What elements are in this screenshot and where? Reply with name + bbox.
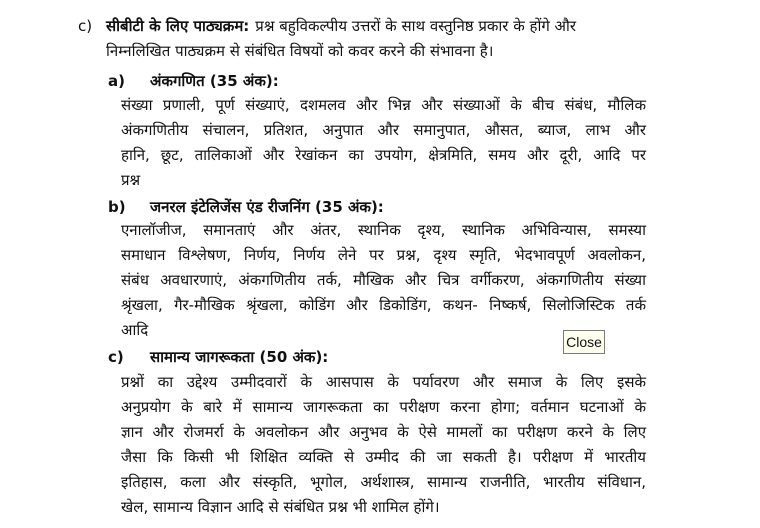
section-intro-line2: निम्नलिखित पाठ्यक्रम से संबंधित विषयों को कवर करने की संभावना है। xyxy=(106,42,494,60)
section-title: सीबीटी के लिए पाठ्यक्रम: xyxy=(106,17,250,35)
subsection-a-line-3: हानि, छूट, तालिकाओं और रेखांकन का उपयोग, क्षेत्रमिति, समय और दूरी, आदि पर xyxy=(121,146,646,164)
subsection-b-heading: जनरल इंटेलिजेंस एंड रीजनिंग (35 अंक): xyxy=(150,198,384,216)
subsection-b-line-2: समाधान विश्लेषण, निर्णय, निर्णय लेने पर प्रश्न, दृश्य स्मृति, भेदभावपूर्ण अवलोकन, xyxy=(121,246,646,264)
section-intro-row xyxy=(106,16,650,36)
section-intro-line1: प्रश्न बहुविकल्पीय उत्तरों के साथ वस्तुनिष्ठ प्रकार के होंगे और xyxy=(255,17,577,35)
section-marker: c) xyxy=(78,17,93,35)
subsection-b-line-5: आदि xyxy=(121,321,149,339)
subsection-b-line-1: एनालॉजीज, समानताएं और अंतर, स्थानिक दृश्य, स्थानिक अभिविन्यास, समस्या xyxy=(121,221,646,239)
subsection-b-line-4: श्रृंखला, गैर-मौखिक श्रृंखला, कोडिंग और डिकोडिंग, कथन- निष्कर्ष, सिलोजिस्टिक तर्क xyxy=(121,296,646,314)
subsection-c-line-1: प्रश्नों का उद्देश्य उम्मीदवारों के आसपास के पर्यावरण और समाज के लिए इसके xyxy=(121,373,646,391)
subsection-a-marker: a) xyxy=(108,72,125,90)
subsection-a-line-1: संख्या प्रणाली, पूर्ण संख्याएं, दशमलव और भिन्न और संख्याओं के बीच संबंध, मौलिक xyxy=(121,96,646,114)
subsection-b-line-3: संबंध अवधारणाएं, अंकगणितीय तर्क, मौखिक और चित्र वर्गीकरण, अंकगणितीय संख्या xyxy=(121,271,646,289)
close-button[interactable]: Close xyxy=(563,330,605,354)
subsection-c-line-4: जैसा कि किसी भी शिक्षित व्यक्ति से उम्मीद की जा सकती है। परीक्षण में भारतीय xyxy=(121,448,646,466)
subsection-c-line-2: अनुप्रयोग के बारे में सामान्य जागरूकता का परीक्षण करना होगा; वर्तमान घटनाओं के xyxy=(121,398,646,416)
subsection-c-marker: c) xyxy=(108,348,124,366)
subsection-a-line-2: अंकगणितीय संचालन, प्रतिशत, अनुपात और समानुपात, औसत, ब्याज, लाभ और xyxy=(121,121,646,139)
subsection-a-line-4: प्रश्न xyxy=(121,171,141,189)
subsection-c-heading: सामान्य जागरूकता (50 अंक): xyxy=(150,348,329,366)
subsection-c-line-6: खेल, सामान्य विज्ञान आदि से संबंधित प्रश्न भी शामिल होंगे। xyxy=(121,498,440,516)
subsection-b-marker: b) xyxy=(108,198,126,216)
subsection-a-heading: अंकगणित (35 अंक): xyxy=(150,72,279,90)
subsection-c-line-5: इतिहास, कला और संस्कृति, भूगोल, अर्थशास्त्र, सामान्य राजनीति, भारतीय संविधान, xyxy=(121,473,646,491)
subsection-c-line-3: ज्ञान और रोजमर्रा के अवलोकन और अनुभव के ऐसे मामलों का परीक्षण करने के लिए xyxy=(121,423,646,441)
